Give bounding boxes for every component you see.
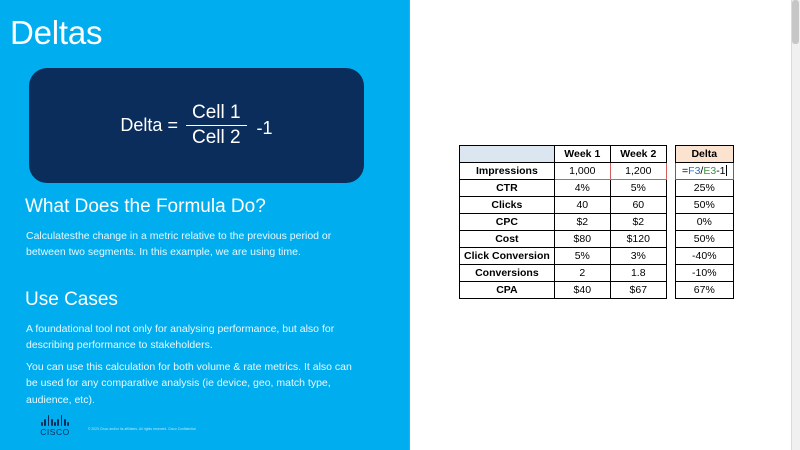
row-label-cpc: CPC: [460, 214, 555, 231]
column-header-delta: Delta: [675, 146, 733, 163]
cell-ctr-delta[interactable]: 25%: [675, 180, 733, 197]
cell-conversions-week2[interactable]: 1.8: [610, 265, 666, 282]
cell-conversions-delta[interactable]: -10%: [675, 265, 733, 282]
table-row: [460, 282, 734, 299]
cell-impressions-week1[interactable]: 1,000: [554, 163, 610, 180]
section-body-use-cases-2: You can use this calculation for both volume & rate metrics. It also can be used for any comparative analysis (ie device, geo, match type, audience, etc).: [26, 361, 352, 406]
cell-clicks-week2[interactable]: 60: [610, 197, 666, 214]
cell-clicks-delta[interactable]: 50%: [675, 197, 733, 214]
formula-ref-e3: E3: [703, 165, 717, 177]
cell-cpa-week1[interactable]: $40: [554, 282, 610, 299]
cisco-logo: [33, 415, 77, 439]
vertical-scrollbar[interactable]: [791, 0, 800, 450]
cisco-bridge-icon: [33, 415, 77, 426]
table-row: [460, 197, 734, 214]
cell-click-conversion-delta[interactable]: -40%: [675, 248, 733, 265]
formula-numerator: Cell 1: [191, 101, 241, 123]
data-table: [459, 145, 734, 299]
column-gap: [666, 197, 675, 214]
cell-ctr-week1[interactable]: 4%: [554, 180, 610, 197]
row-label-click-conversion: Click Conversion: [460, 248, 555, 265]
copyright-text: © 2023 Cisco and/or its affiliates. All rights reserved. Cisco Confidential: [88, 427, 196, 431]
column-header-week2: Week 2: [610, 146, 666, 163]
formula-delta-label: Delta =: [120, 115, 178, 135]
column-gap: [666, 265, 675, 282]
cell-cpc-week2[interactable]: $2: [610, 214, 666, 231]
column-header-week1: Week 1: [554, 146, 610, 163]
cell-cpa-delta[interactable]: 67%: [675, 282, 733, 299]
cell-cost-delta[interactable]: 50%: [675, 231, 733, 248]
formula-equals: =: [682, 165, 689, 177]
table-header-row: [460, 146, 734, 163]
formula-suffix: -1: [256, 118, 273, 138]
formula-denominator: Cell 2: [191, 127, 241, 148]
table-row: [460, 265, 734, 282]
cell-impressions-week2[interactable]: 1,200: [610, 163, 666, 180]
cell-conversions-week1[interactable]: 2: [554, 265, 610, 282]
cell-clicks-week1[interactable]: 40: [554, 197, 610, 214]
page-title: Deltas: [10, 14, 103, 51]
column-gap: [666, 180, 675, 197]
row-label-conversions: Conversions: [460, 265, 555, 282]
formula-callout-box: [29, 68, 364, 183]
spreadsheet-screenshot: [459, 145, 734, 299]
table-row: [460, 163, 734, 180]
formula-fraction: [186, 102, 247, 150]
formula-expression: [29, 68, 364, 183]
cell-cpc-delta[interactable]: 0%: [675, 214, 733, 231]
section-body-use-cases-1: A foundational tool not only for analysing performance, but also for describing performance to stakeholders.: [26, 323, 335, 352]
row-label-clicks: Clicks: [460, 197, 555, 214]
table-corner-cell: [460, 146, 555, 163]
column-gap: [666, 163, 675, 180]
cell-cpa-week2[interactable]: $67: [610, 282, 666, 299]
cell-cost-week1[interactable]: $80: [554, 231, 610, 248]
column-gap: [666, 282, 675, 299]
column-gap: [666, 231, 675, 248]
row-label-cost: Cost: [460, 231, 555, 248]
table-row: [460, 231, 734, 248]
section-body-formula: Calculatesthe change in a metric relative to the previous period or between two segments. In this example, we are using time.: [26, 230, 332, 259]
column-gap: [666, 146, 675, 163]
text-caret: [726, 165, 727, 176]
table-row: [460, 214, 734, 231]
table-row: [460, 180, 734, 197]
row-label-ctr: CTR: [460, 180, 555, 197]
section-heading-formula: What Does the Formula Do?: [25, 196, 266, 217]
formula-ref-f3: F3: [688, 165, 701, 177]
cell-impressions-delta-formula[interactable]: [675, 163, 733, 180]
formula-minus-one: -1: [716, 165, 726, 177]
column-gap: [666, 214, 675, 231]
cell-click-conversion-week1[interactable]: 5%: [554, 248, 610, 265]
scrollbar-thumb[interactable]: [792, 0, 799, 44]
section-heading-use-cases: Use Cases: [25, 289, 118, 310]
cell-cost-week2[interactable]: $120: [610, 231, 666, 248]
cell-cpc-week1[interactable]: $2: [554, 214, 610, 231]
row-label-cpa: CPA: [460, 282, 555, 299]
column-gap: [666, 248, 675, 265]
cisco-wordmark: CISCO: [40, 427, 70, 437]
cell-ctr-week2[interactable]: 5%: [610, 180, 666, 197]
table-row: [460, 248, 734, 265]
panel-divider: [409, 0, 410, 450]
formula-operator-divide: /: [700, 165, 704, 177]
cell-click-conversion-week2[interactable]: 3%: [610, 248, 666, 265]
row-label-impressions: Impressions: [460, 163, 555, 180]
